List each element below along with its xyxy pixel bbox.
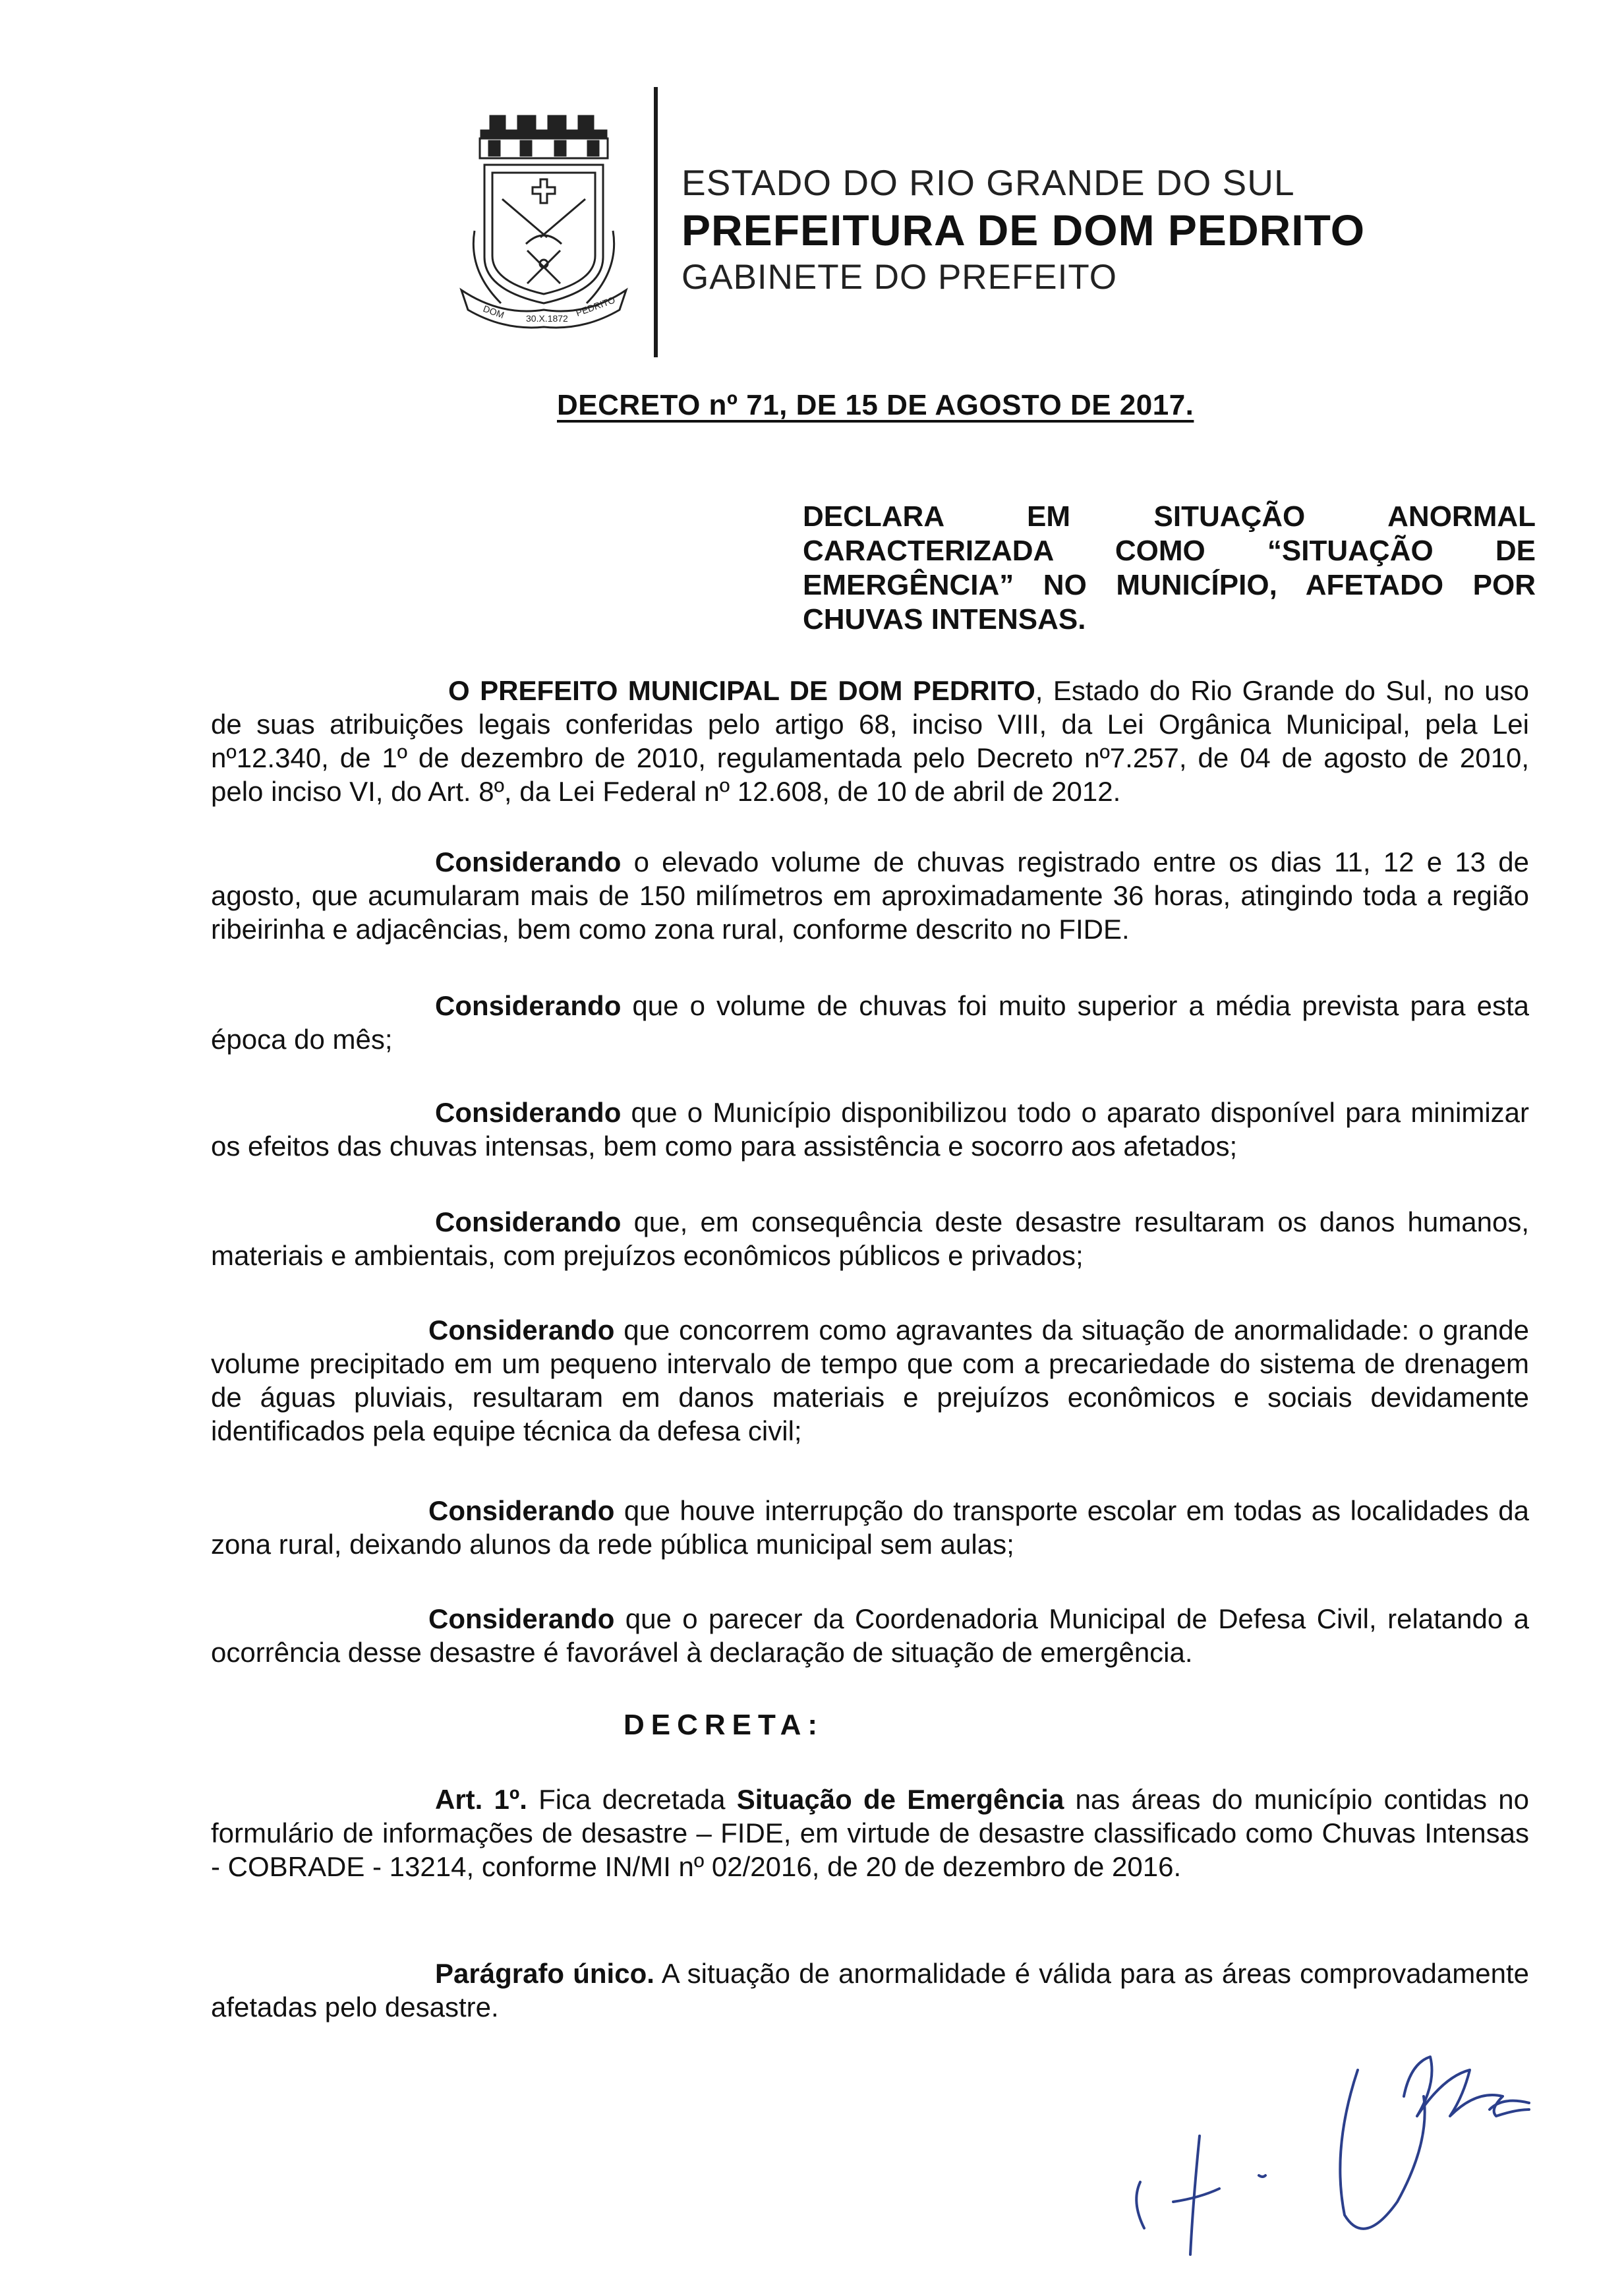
considerando-7 xyxy=(211,1602,1529,1669)
considerando-3 xyxy=(211,1096,1529,1163)
considerando-lead: Considerando xyxy=(435,990,622,1021)
article-text: nas áreas do município contidas no formulário de informações de desastre – FIDE, em virtude de desastre classificado como Chuvas Intensas - COBRADE - 13214, conforme IN/MI nº 02/2016, de 20 de dezembro de 2016. xyxy=(211,1784,1529,1882)
considerando-text: que concorrem como agravantes da situação de anormalidade: o grande volume precipitado em um pequeno intervalo de tempo que com a precariedade do sistema de drenagem de águas pluviais, resultaram em danos materiais e prejuízos econômicos e sociais devidamente identificados pela equipe técnica da defesa civil; xyxy=(211,1314,1529,1446)
prefecture-name: PREFEITURA DE DOM PEDRITO xyxy=(682,206,1366,254)
considerando-5 xyxy=(211,1313,1529,1448)
considerando-6 xyxy=(211,1494,1529,1561)
considerando-lead: Considerando xyxy=(428,1495,615,1526)
considerando-text: que, em consequência deste desastre resultaram os danos humanos, materiais e ambientais, com prejuízos econômicos públicos e privados; xyxy=(211,1206,1529,1271)
article-1 xyxy=(211,1783,1529,1883)
considerando-text: que o parecer da Coordenadoria Municipal de Defesa Civil, relatando a ocorrência desse desastre é favorável à declaração de situação de emergência. xyxy=(211,1603,1529,1668)
considerando-lead: Considerando xyxy=(428,1603,615,1634)
considerando-1 xyxy=(211,845,1529,946)
decree-summary: DECLARA EM SITUAÇÃO ANORMAL CARACTERIZADA COMO “SITUAÇÃO DE EMERGÊNCIA” NO MUNICÍPIO, AFETADO POR CHUVAS INTENSAS. xyxy=(803,500,1536,635)
municipal-coat-of-arms-icon xyxy=(448,99,639,343)
considerando-lead: Considerando xyxy=(435,1206,622,1237)
crest-ribbon-left: DOM xyxy=(481,303,506,320)
decreta-heading: DECRETA: xyxy=(624,1709,825,1741)
considerando-2 xyxy=(211,989,1529,1056)
article-emphasis: Situação de Emergência xyxy=(736,1784,1064,1815)
preamble-text: , Estado do Rio Grande do Sul, no uso de suas atribuições legais conferidas pelo artigo 68, inciso VIII, da Lei Orgânica Municipal, pela Lei nº12.340, de 1º de dezembro de 2010, regulamentada pelo Decreto nº7.257, de 04 de agosto de 2010, pelo inciso VI, do Art. 8º, da Lei Federal nº 12.608, de 10 de abril de 2012. xyxy=(211,675,1529,807)
considerando-4 xyxy=(211,1205,1529,1272)
considerando-lead: Considerando xyxy=(428,1314,615,1345)
preamble xyxy=(211,674,1529,808)
article-lead: Art. 1º. xyxy=(435,1784,527,1815)
crest-ribbon-center: 30.X.1872 xyxy=(526,313,568,324)
considerando-text: o elevado volume de chuvas registrado entre os dias 11, 12 e 13 de agosto, que acumularam mais de 150 milímetros em aproximadamente 36 horas, atingindo toda a região ribeirinha e adjacências, bem como zona rural, conforme descrito no FIDE. xyxy=(211,846,1529,945)
letterhead xyxy=(682,162,1365,299)
article-text: Fica decretada xyxy=(527,1784,737,1815)
considerando-text: que houve interrupção do transporte escolar em todas as localidades da zona rural, deixando alunos da rede pública municipal sem aulas; xyxy=(211,1495,1529,1560)
considerando-lead: Considerando xyxy=(435,1097,622,1128)
header-divider xyxy=(654,87,658,357)
office-name: GABINETE DO PREFEITO xyxy=(682,258,1118,297)
considerando-text: que o volume de chuvas foi muito superior a média prevista para esta época do mês; xyxy=(211,990,1529,1055)
decree-title: DECRETO nº 71, DE 15 DE AGOSTO DE 2017. xyxy=(557,389,1194,421)
paragraph-lead: Parágrafo único. xyxy=(435,1958,654,1989)
crest-ribbon-right: PEDRITO xyxy=(574,294,617,318)
paragrafo-unico xyxy=(211,1957,1529,2024)
signature-mark xyxy=(1120,2017,1569,2261)
preamble-lead: O PREFEITO MUNICIPAL DE DOM PEDRITO xyxy=(448,675,1035,706)
considerando-lead: Considerando xyxy=(435,846,622,877)
paragraph-text: A situação de anormalidade é válida para as áreas comprovadamente afetadas pelo desastre. xyxy=(211,1958,1530,2022)
considerando-text: que o Município disponibilizou todo o aparato disponível para minimizar os efeitos das chuvas intensas, bem como para assistência e socorro aos afetados; xyxy=(211,1097,1529,1162)
state-name: ESTADO DO RIO GRANDE DO SUL xyxy=(682,162,1295,203)
